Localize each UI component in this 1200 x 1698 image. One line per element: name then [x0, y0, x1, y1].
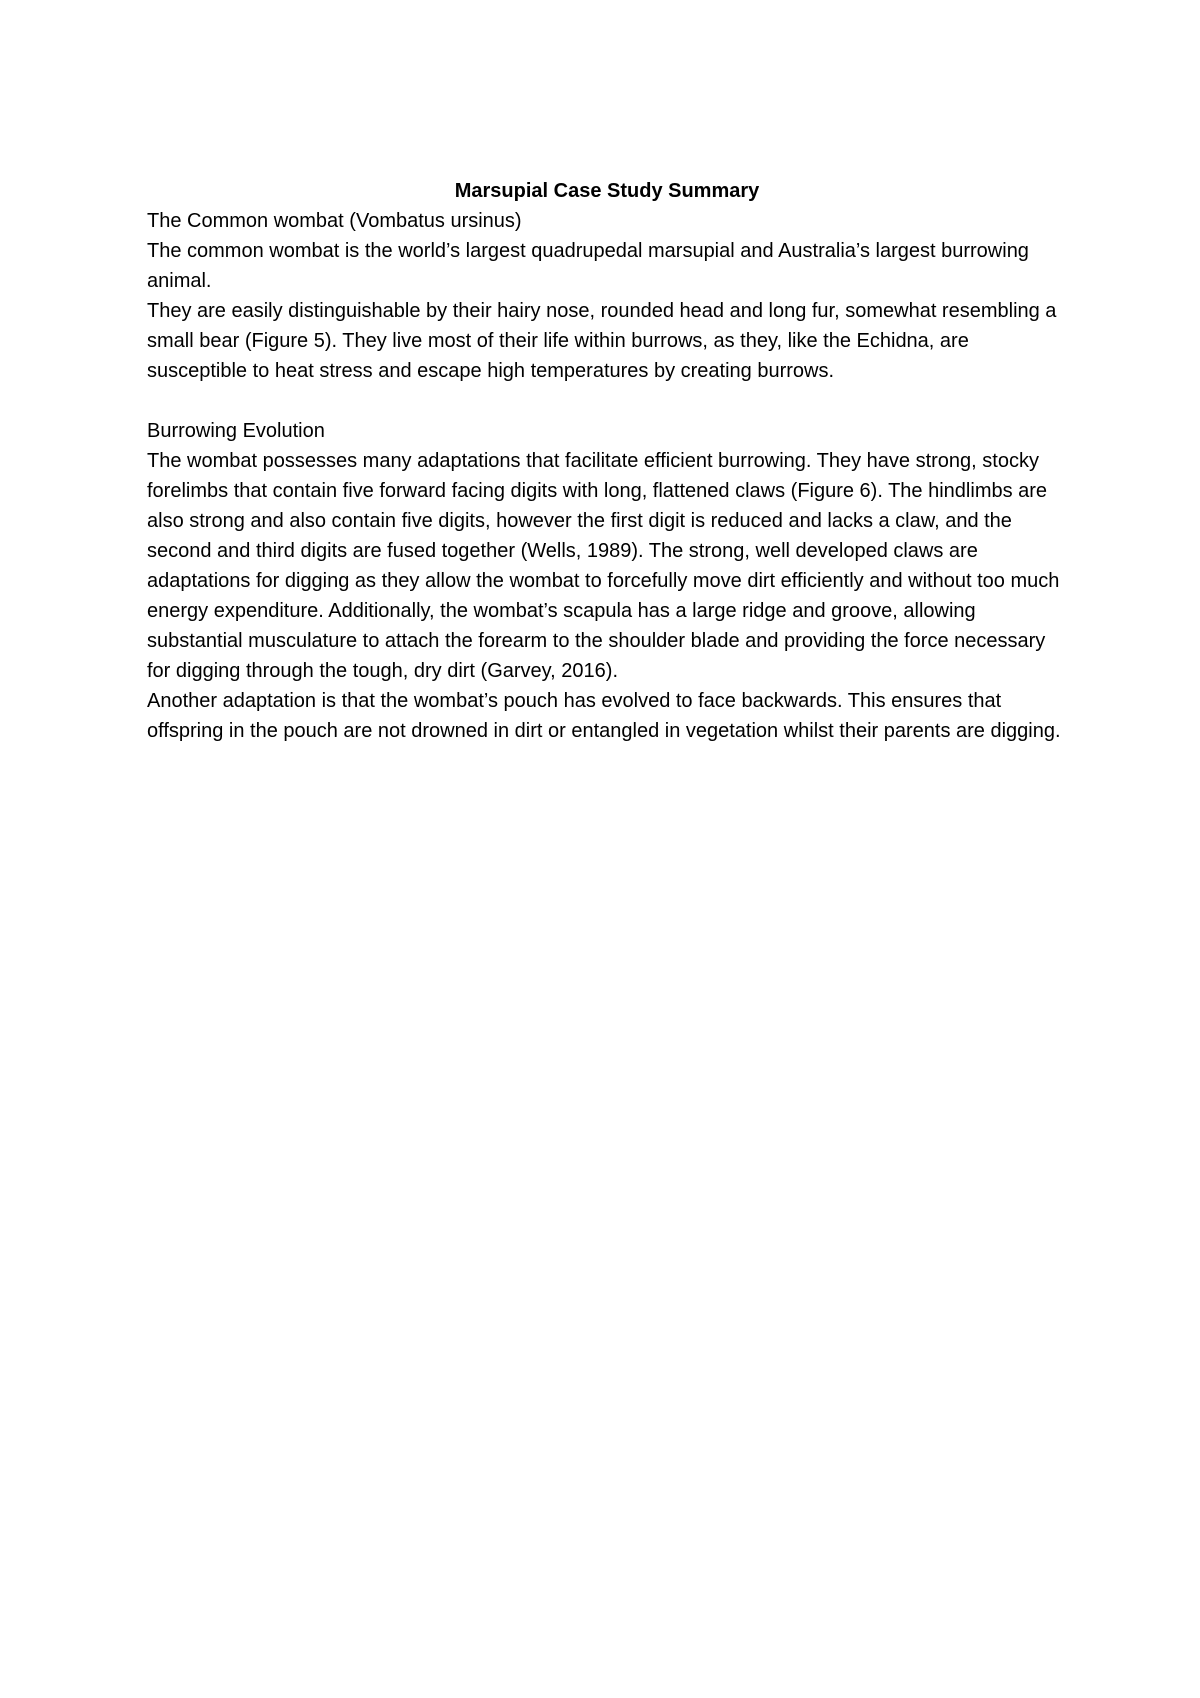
document-title: Marsupial Case Study Summary	[454, 180, 760, 202]
section-heading-burrowing-evolution: Burrowing Evolution	[147, 420, 325, 442]
paragraph: The common wombat is the world’s largest quadrupedal marsupial and Australia’s largest burrowing animal.	[147, 240, 1029, 292]
paragraph: The wombat possesses many adaptations that facilitate efficient burrowing. They have strong, stocky forelimbs that contain five forward facing digits with long, flattened claws (Figure 6). The hindlimbs are also strong and also contain five digits, however the first digit is reduced and lacks a claw, and the second and third digits are fused together (Wells, 1989). The strong, well developed claws are adaptations for digging as they allow the wombat to forcefully move dirt efficiently and without too much energy expenditure. Additionally, the wombat’s scapula has a large ridge and groove, allowing substantial musculature to attach the forearm to the shoulder blade and providing the force necessary for digging through the tough, dry dirt (Garvey, 2016).	[147, 450, 1060, 682]
paragraph: They are easily distinguishable by their hairy nose, rounded head and long fur, somewhat resembling a small bear (Figure 5). They live most of their life within burrows, as they, like the Echidna, are susceptible to heat stress and escape high temperatures by creating burrows.	[147, 300, 1057, 382]
paragraph-spacer	[147, 386, 1067, 416]
paragraph: Another adaptation is that the wombat’s pouch has evolved to face backwards. This ensures that offspring in the pouch are not drowned in dirt or entangled in vegetation whilst their parents are digging.	[147, 690, 1061, 742]
document-body	[147, 176, 1067, 746]
section-heading-common-wombat: The Common wombat (Vombatus ursinus)	[147, 210, 522, 232]
